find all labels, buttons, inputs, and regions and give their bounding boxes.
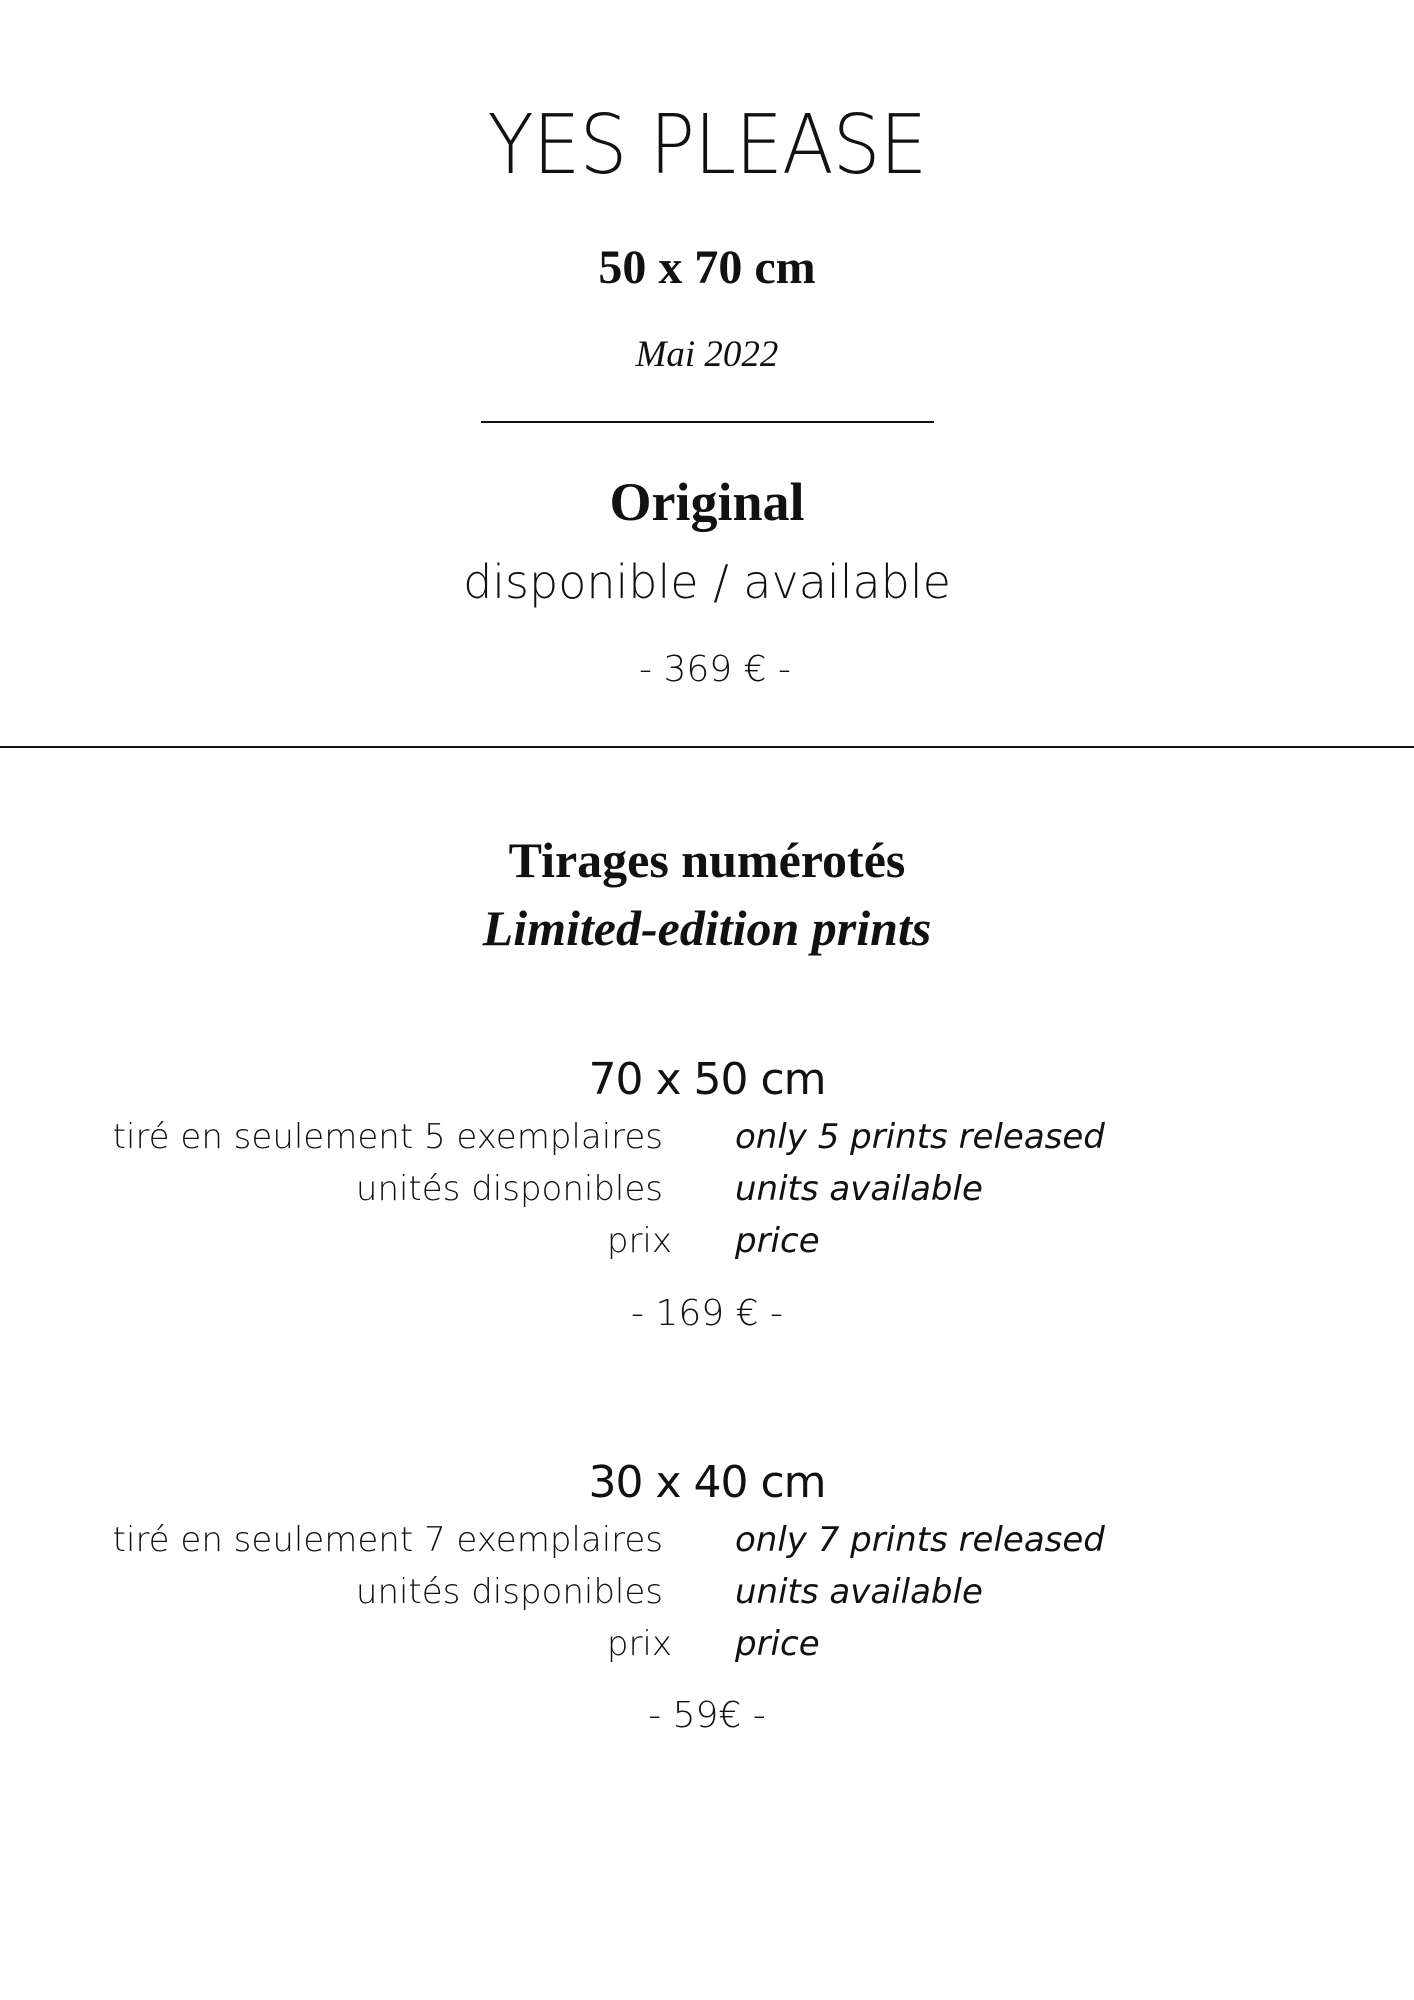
edition-units-en: units available xyxy=(735,1169,983,1209)
edition-size: 70 x 50 cm xyxy=(588,1054,826,1105)
short-divider xyxy=(481,421,934,423)
prints-heading-en: Limited-edition prints xyxy=(482,900,932,956)
edition-units-en: units available xyxy=(735,1572,983,1612)
artwork-date: Mai 2022 xyxy=(635,334,779,375)
edition-released-fr: tiré en seulement 5 exemplaires xyxy=(112,1117,663,1157)
original-availability: disponible / available xyxy=(463,555,951,609)
artwork-size: 50 x 70 cm xyxy=(598,241,816,294)
edition-released-en: only 7 prints released xyxy=(735,1520,1105,1560)
edition-price-label-fr: prix xyxy=(606,1624,672,1664)
edition-released-en: only 5 prints released xyxy=(735,1117,1105,1157)
edition-released-fr: tiré en seulement 7 exemplaires xyxy=(112,1520,663,1560)
original-heading: Original xyxy=(609,472,805,532)
prints-heading-fr: Tirages numérotés xyxy=(508,832,906,888)
edition-price-label-en: price xyxy=(735,1624,820,1664)
edition-price: - 59€ - xyxy=(648,1695,766,1736)
section-divider xyxy=(0,746,1414,748)
edition-units-fr: unités disponibles xyxy=(355,1572,663,1612)
edition-price: - 169 € - xyxy=(631,1293,783,1334)
edition-size: 30 x 40 cm xyxy=(588,1457,826,1508)
edition-price-label-en: price xyxy=(735,1221,820,1261)
artwork-title: YES PLEASE xyxy=(487,98,927,193)
edition-units-fr: unités disponibles xyxy=(355,1169,663,1209)
edition-price-label-fr: prix xyxy=(606,1221,672,1261)
original-price: - 369 € - xyxy=(639,649,791,690)
